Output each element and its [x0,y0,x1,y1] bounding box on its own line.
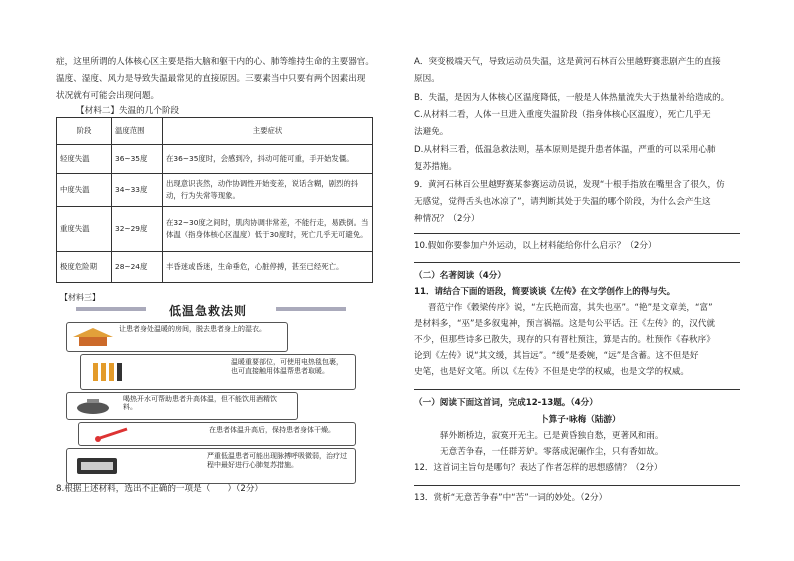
poster-deco-left [76,307,146,311]
header-symptom: 主要症状 [163,118,373,145]
question-10: 10.假如你要参加户外运动，以上材料能给你什么启示？（2分） [414,241,657,251]
question-8: 8.根据上述材料，选出不正确的一项是（ ）（2分） [56,484,264,494]
heater-icon [91,361,131,383]
material-two-title: 【材料二】失温的几个阶段 [76,106,180,116]
poster-title: 低温急救法则 [169,304,248,318]
step-4-box [78,422,356,446]
symptom-table [56,117,373,283]
option-c-line-2: 法避免。 [414,127,449,137]
option-c-line-1: C.从材料二看，人体一旦进入重度失温阶段（指身体核心区温度），死亡几乎无 [414,110,711,120]
poem-line-1: 驿外断桥边，寂寞开无主。已是黄昏独自愁，更著风和雨。 [440,431,664,441]
row-stage: 轻度失温 [57,145,112,174]
table-row [57,207,373,252]
monitor-icon [75,456,135,476]
passage-line-2: 是材料多，“巫”是多叙鬼神，预言祸福。这是句公平话。汪《左传》的，汉代就 [414,319,716,329]
material-three-title: 【材料三】 [60,293,100,302]
question-9-line-3: 种情况？（2分） [414,214,480,224]
first-aid-poster [66,300,356,484]
question-12: 12．这首词主旨句是哪句？表达了作者怎样的思想感情？（2分） [414,463,663,473]
table-row [57,174,373,207]
step-5-box [66,448,356,484]
step-4-text: 在患者体温升高后，保持患者身体干燥。 [209,426,335,434]
header-temp: 温度范围 [112,118,163,145]
table-row [57,145,373,174]
step-1-box [66,322,288,352]
row-temp: 28~24度 [112,252,163,283]
passage-line-3: 不少，但那些诗多已散失，现存的只有晋杜预注，算是古的。杜预作《春秋序》 [414,335,715,345]
question-9-line-1: 9．黄河石林百公里越野赛某参赛运动员说，发现“十根手指放在嘴里含了很久，仿 [414,180,725,190]
house-icon [71,327,115,347]
poem-line-2: 无意苦争春，一任群芳妒。零落成泥碾作尘，只有香如故。 [440,447,664,457]
option-a-line-2: 原因。 [414,74,440,84]
row-symptom: 在32~30度之间时，肌肉协调非常差，不能行走，易跌倒。当体温（指身体核心区温度）低于30度时，死亡几乎无可避免。 [163,207,373,252]
step-5-text: 严重低温患者可能出现脉搏呼吸微弱，治疗过程中最好进行心肺复苏措施。 [207,452,347,469]
poster-deco-right [276,307,346,311]
row-symptom: 出现意识丧然，动作协调性开始变差，说话含糊，剧烈的抖动，行为失常等现象。 [163,174,373,207]
row-stage: 极度危险期 [57,252,112,283]
table-row [57,252,373,283]
step-2-text: 温暖重要部位，可使用电热毯包裹，也可直接触用体温帮患者取暖。 [231,358,343,375]
question-9-line-2: 无感觉，觉得舌头也冰凉了”，请判断其处于失温的哪个阶段，为什么会产生这 [414,197,711,207]
row-temp: 34~33度 [112,174,163,207]
step-3-text: 喝热开水可帮助患者升高体温，但不能饮用酒精饮料。 [123,395,277,411]
poem-title: 卜算子·咏梅（陆游） [540,415,621,425]
answer-line[interactable] [414,233,740,234]
answer-line[interactable] [414,389,740,390]
row-temp: 32~29度 [112,207,163,252]
header-stage: 阶段 [57,118,112,145]
passage-line-5: 史笔，也是好文笔。所以《左传》不但是史学的权威，也是文学的权威。 [414,367,690,377]
option-b: B．失温，是因为人体核心区温度降低，一般是人体热量流失大于热量补给造成的。 [414,93,730,103]
passage-line-4: 论到《左传》说“其文缓，其旨远”。“缓”是委婉，“远”是含蓄。这不但是好 [414,351,699,361]
step-2-box [80,354,356,390]
step-3-box [66,392,298,420]
row-symptom: 丰昏迷或昏迷，生命垂危，心脏停搏，甚至已经死亡。 [163,252,373,283]
row-stage: 中度失温 [57,174,112,207]
answer-line[interactable] [414,262,740,263]
intro-line-2: 温度、湿度、风力是导致失温最常见的直接原因。三要素当中只要有两个因素出现 [56,74,366,84]
question-13: 13．赏析“无意苦争春”中“苦”一词的妙处。（2分） [414,493,608,503]
intro-line-1: 症，这里所谓的人体核心区主要是指大脑和躯干内的心、肺等维持生命的主要器官。 [56,57,374,67]
answer-line[interactable] [414,485,740,486]
question-11: 11．请结合下面的语段，简要谈谈《左传》在文学创作上的得与失。 [414,287,676,297]
intro-line-3: 状况就有可能会出现问题。 [56,91,160,101]
option-d-line-1: D.从材料三看，低温急救法则，基本原则是提升患者体温，严重的可以采用心肺 [414,145,716,155]
kettle-icon [73,397,117,415]
row-symptom: 在36~35度时，会感到冷，抖动可能可重，手开始发僵。 [163,145,373,174]
option-a-line-1: A．突变极端天气，导致运动员失温，这是黄河石林百公里越野赛悲剧产生的直接 [414,57,721,67]
row-stage: 重度失温 [57,207,112,252]
section-2-heading: （二）名著阅读（4分） [414,271,506,281]
row-temp: 36~35度 [112,145,163,174]
step-1-text: 让患者身处温暖的房间，脱去患者身上的湿衣。 [119,325,266,333]
thermometer-icon [93,426,133,442]
option-d-line-2: 复苏措施。 [414,162,457,172]
table-header-row [57,118,373,145]
passage-line-1: 晋范宁作《穀梁传序》说，“左氏艳而富，其失也巫”。“艳”是文章美，“富” [428,303,713,313]
section-1-heading: （一）阅读下面这首词，完成12-13题。（4分） [414,398,598,408]
